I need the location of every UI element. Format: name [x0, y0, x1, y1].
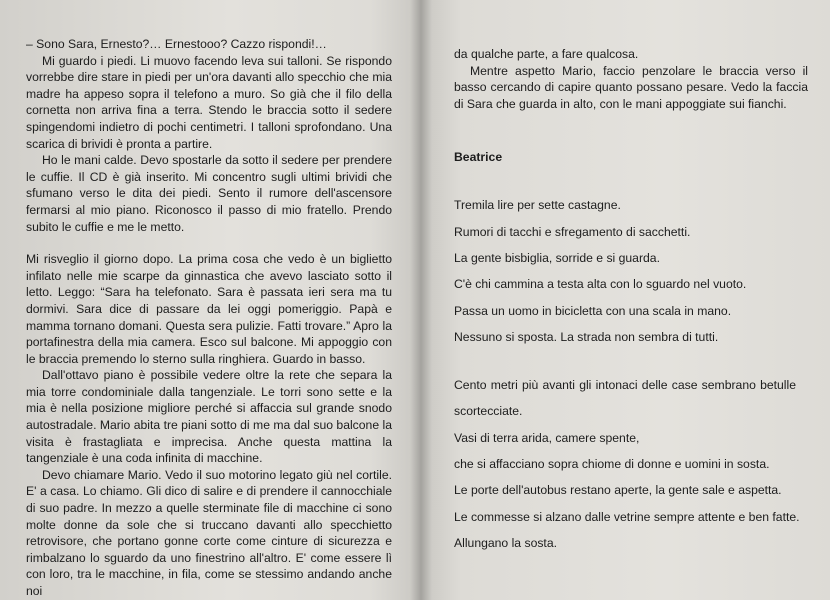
- paragraph: da qualche parte, a fare qualcosa.: [454, 47, 639, 61]
- verse-line: La gente bisbiglia, sorride e si guarda.: [454, 250, 660, 265]
- paragraph: – Sono Sara, Ernesto?… Ernestooo? Cazzo rispondi!…: [26, 37, 327, 51]
- paragraph: Devo chiamare Mario. Vedo il suo motorino legato giù nel cortile. E' a casa. Lo chiamo. Gli dico di salire e di prendere il cannocchiale di suo padre. In mezzo a quelle sterminate file di macchine ci sono molte donne da sole che si truccano davanti allo specchietto retrovisore, che portano gonne corte come cinture di sicurezza e rimbalzano lo sguardo da uno finestrino all'altro. E' come essere lì con loro, tra le macchine, in fila, come se stessimo andando anche noi: [26, 467, 392, 598]
- verse-line: Le porte dell'autobus restano aperte, la gente sale e aspetta.: [454, 483, 782, 498]
- stanza: [454, 192, 808, 350]
- left-page-text: [26, 36, 392, 600]
- paragraph: Mentre aspetto Mario, faccio penzolare le braccia verso il basso cercando di capire quanto possano pesare. Vedo la faccia di Sara che guarda in alto, con le mani appoggiate sui fianchi.: [454, 63, 808, 111]
- right-page: [420, 0, 830, 600]
- stanza: [454, 372, 808, 556]
- paragraph: Dall'ottavo piano è possibile vedere oltre la rete che separa la mia torre condominiale dalla tangenziale. Le torri sono sette e la mia è nella posizione migliore perché si affaccia sul grande snodo autostradale. Mario abita tre piani sotto di me ma dal suo balcone la visita è frastagliata e imprecisa. Anche questa mattina la tangenziale è una coda infinita di macchine.: [26, 368, 392, 466]
- verse-line: che si affacciano sopra chiome di donne e uomini in sosta.: [454, 457, 770, 472]
- paragraph: Ho le mani calde. Devo spostarle da sotto il sedere per prendere le cuffie. Il CD è già inserito. Mi concentro sugli ultimi brividi che sfumano verso le dita dei piedi. Sento il rumore dell'ascensore fermarsi al mio piano. Riconosco il passo di mio fratello. Prendo subito le cuffie e me le metto.: [26, 153, 392, 234]
- verse-line: Tremila lire per sette castagne.: [454, 198, 621, 213]
- right-page-text: [454, 46, 808, 556]
- paragraph: Mi guardo i piedi. Li muovo facendo leva sui talloni. Se rispondo vorrebbe dire stare in piedi per un'ora davanti allo specchio che mia madre ha appeso sopra il telefono a muro. So già che il filo della cornetta non arriva fina a terra. Stendo le braccia sotto il sedere spingendomi indietro di pochi centimetri. I talloni sprofondano. Una scarica di brividi è pronta a partire.: [26, 53, 392, 151]
- verse-line: Nessuno si sposta. La strada non sembra di tutti.: [454, 329, 719, 344]
- verse-line: Allungano la sosta.: [454, 535, 557, 550]
- verse-line: Le commesse si alzano dalle vetrine sempre attente e ben fatte.: [454, 509, 800, 524]
- verse-line: Cento metri più avanti gli intonaci delle case sembrano betulle: [454, 378, 796, 393]
- verse-line: C'è chi cammina a testa alta con lo sguardo nel vuoto.: [454, 277, 747, 292]
- verse-line: scortecciate.: [454, 404, 523, 419]
- section-title: Beatrice: [454, 150, 503, 165]
- paragraph: Mi risveglio il giorno dopo. La prima cosa che vedo è un biglietto infilato nelle mie scarpe da ginnastica che avevo lasciato sotto il letto. Leggo: “Sara ha telefonato. Sara è passata ieri sera ma tu dormivi. Sara dice di passare da lei oggi pomeriggio. Papà e mamma tornano domani. Questa sera pulizie. Fatti trovare.” Apro la portafinestra della mia camera. Esco sul balcone. Mi appoggio con le braccia premendo lo sterno sulla ringhiera. Guardo in basso.: [26, 252, 392, 366]
- book-gutter-shadow: [410, 0, 432, 600]
- verse-line: Rumori di tacchi e sfregamento di sacchetti.: [454, 224, 691, 239]
- verse-line: Passa un uomo in bicicletta con una scala in mano.: [454, 303, 732, 318]
- verse-line: Vasi di terra arida, camere spente,: [454, 430, 640, 445]
